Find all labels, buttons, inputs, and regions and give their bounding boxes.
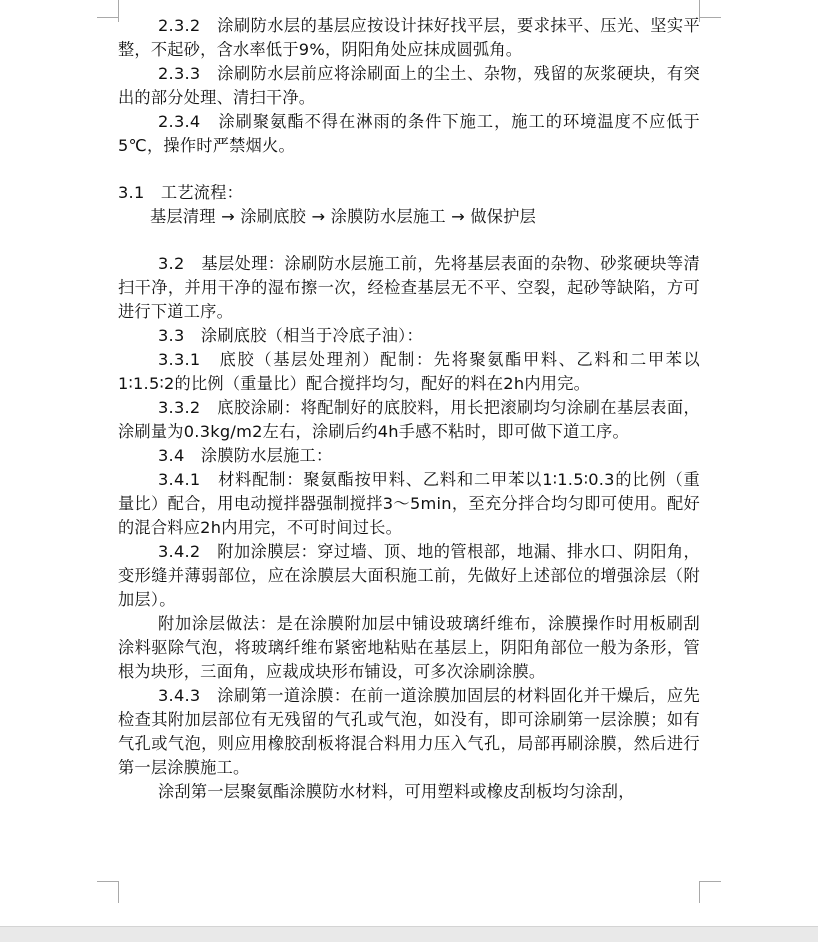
paragraph-first-coat-scraping: 涂刮第一层聚氨酯涂膜防水材料，可用塑料或橡皮刮板均匀涂刮， xyxy=(158,782,635,801)
crop-mark-top-right-horizontal xyxy=(699,17,721,18)
crop-mark-bottom-right-horizontal xyxy=(699,881,721,882)
page-bottom-margin-strip xyxy=(0,926,818,942)
paragraph-3-3: 3.3 涂刷底胶（相当于冷底子油）： xyxy=(158,326,423,345)
blank-line xyxy=(118,158,700,181)
blank-line xyxy=(118,229,700,252)
paragraph-3-2: 3.2 基层处理：涂刷防水层施工前，先将基层表面的杂物、砂浆硬块等清扫干净，并用干净的湿布擦一次，经检查基层无不平、空裂，起砂等缺陷，方可进行下道工序。 xyxy=(118,254,700,321)
crop-mark-bottom-left-horizontal xyxy=(97,881,119,882)
paragraph-additional-coating-method: 附加涂层做法：是在涂膜附加层中铺设玻璃纤维布，涂膜操作时用板刷刮涂料驱除气泡，将玻璃纤维布紧密地粘贴在基层上，阴阳角部位一般为条形，管根为块形，三面角，应裁成块形布铺设，可多次涂刷涂膜。 xyxy=(118,614,700,681)
paragraph-3-3-2: 3.3.2 底胶涂刷：将配制好的底胶料，用长把滚刷均匀涂刷在基层表面，涂刷量为0.3kg/m2左右，涂刷后约4h手感不粘时，即可做下道工序。 xyxy=(118,398,700,441)
document-body xyxy=(118,14,700,804)
crop-mark-bottom-left-vertical xyxy=(118,881,119,903)
crop-mark-bottom-right-vertical xyxy=(699,881,700,903)
paragraph-2-3-2: 2.3.2 涂刷防水层的基层应按设计抹好找平层，要求抹平、压光、坚实平整，不起砂，含水率低于9%，阴阳角处应抹成圆弧角。 xyxy=(118,16,700,59)
process-flow-line: 基层清理 → 涂刷底胶 → 涂膜防水层施工 → 做保护层 xyxy=(150,207,537,226)
section-heading-3-1: 3.1 工艺流程： xyxy=(118,183,244,202)
paragraph-3-4-2: 3.4.2 附加涂膜层：穿过墙、顶、地的管根部，地漏、排水口、阴阳角，变形缝并薄弱部位，应在涂膜层大面积施工前，先做好上述部位的增强涂层（附加层）。 xyxy=(118,542,700,609)
paragraph-2-3-3: 2.3.3 涂刷防水层前应将涂刷面上的尘土、杂物，残留的灰浆硬块，有突出的部分处理、清扫干净。 xyxy=(118,64,700,107)
paragraph-3-4-3: 3.4.3 涂刷第一道涂膜：在前一道涂膜加固层的材料固化并干燥后，应先检查其附加层部位有无残留的气孔或气泡，如没有，即可涂刷第一层涂膜；如有气孔或气泡，则应用橡胶刮板将混合料用力压入气孔，局部再刷涂膜，然后进行第一层涂膜施工。 xyxy=(118,686,700,777)
paragraph-3-3-1: 3.3.1 底胶（基层处理剂）配制：先将聚氨酯甲料、乙料和二甲苯以1∶1.5∶2的比例（重量比）配合搅拌均匀，配好的料在2h内用完。 xyxy=(118,350,700,393)
crop-mark-top-left-horizontal xyxy=(97,17,119,18)
paragraph-3-4: 3.4 涂膜防水层施工： xyxy=(158,446,333,465)
paragraph-2-3-4: 2.3.4 涂刷聚氨酯不得在淋雨的条件下施工，施工的环境温度不应低于5℃，操作时严禁烟火。 xyxy=(118,112,700,155)
paragraph-3-4-1: 3.4.1 材料配制：聚氨酯按甲料、乙料和二甲苯以1∶1.5∶0.3的比例（重量比）配合，用电动搅拌器强制搅拌3～5min，至充分拌合均匀即可使用。配好的混合料应2h内用完，不可时间过长。 xyxy=(118,470,700,537)
